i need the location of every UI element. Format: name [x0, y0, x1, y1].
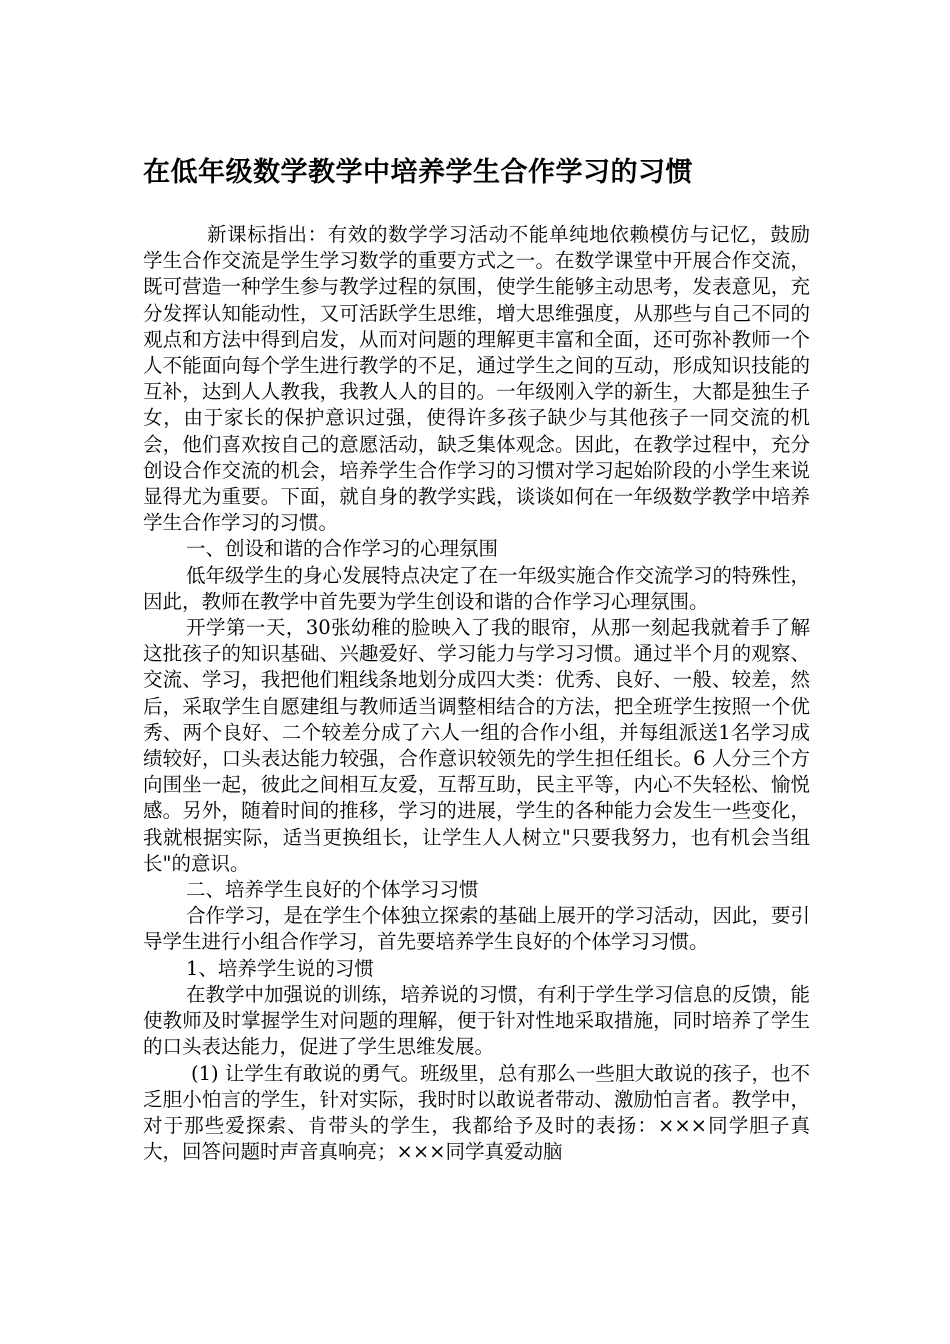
subsection-1-item-1: (1) 让学生有敢说的勇气。班级里，总有那么一些胆大敢说的孩子，也不乏胆小怕言的学生，针对实际，我时时以敢说者带动、激励怕言者。教学中，对于那些爱探索、肯带头的学生，我都给予及时的表扬：×××同学胆子真大，回答问题时声音真响亮；×××同学真爱动脑 — [143, 1061, 810, 1164]
intro-paragraph: 新课标指出：有效的数学学习活动不能单纯地依赖模仿与记忆，鼓励学生合作交流是学生学习数学的重要方式之一。在数学课堂中开展合作交流，既可营造一种学生参与教学过程的氛围，使学生能够主动思考，发表意见，充分发挥认知能动性，又可活跃学生思维，增大思维强度，从那些与自己不同的观点和方法中得到启发，从而对问题的理解更丰富和全面，还可弥补教师一个人不能面向每个学生进行教学的不足，通过学生之间的互动，形成知识技能的互补，达到人人教我，我教人人的目的。一年级刚入学的新生，大都是独生子女，由于家长的保护意识过强，使得许多孩子缺少与其他孩子一同交流的机会，他们喜欢按自己的意愿活动，缺乏集体观念。因此，在教学过程中，充分创设合作交流的机会，培养学生合作学习的习惯对学习起始阶段的小学生来说显得尤为重要。下面，就自身的教学实践，谈谈如何在一年级数学教学中培养学生合作学习的习惯。 — [143, 223, 810, 535]
document-title: 在低年级数学教学中培养学生合作学习的习惯 — [143, 157, 693, 188]
subsection-heading-1: 1、培养学生说的习惯 — [186, 956, 374, 980]
section-2-paragraph-1: 合作学习，是在学生个体独立探索的基础上展开的学习活动，因此，要引导学生进行小组合作学习，首先要培养学生良好的个体学习习惯。 — [143, 904, 811, 954]
section-1-paragraph-1: 低年级学生的身心发展特点决定了在一年级实施合作交流学习的特殊性，因此，教师在教学中首先要为学生创设和谐的合作学习心理氛围。 — [143, 563, 811, 613]
section-heading-2: 二、培养学生良好的个体学习习惯 — [186, 878, 479, 902]
section-heading-1: 一、创设和谐的合作学习的心理氛围 — [186, 537, 499, 561]
document-body — [143, 222, 810, 1165]
section-1-paragraph-2: 开学第一天，30张幼稚的脸映入了我的眼帘，从那一刻起我就着手了解这批孩子的知识基础、兴趣爱好、学习能力与学习习惯。通过半个月的观察、交流、学习，我把他们粗线条地划分成四大类：优秀、良好、一般、较差，然后，采取学生自愿建组与教师适当调整相结合的方法，把全班学生按照一个优秀、两个良好、二个较差分成了六人一组的合作小组，并每组派送1名学习成绩较好，口头表达能力较强，合作意识较领先的学生担任组长。6 人分三个方向围坐一起，彼此之间相互友爱，互帮互助，民主平等，内心不失轻松、愉悦感。另外，随着时间的推移，学习的进展，学生的各种能力会发生一些变化，我就根据实际，适当更换组长，让学生人人树立"只要我努力，也有机会当组长"的意识。 — [143, 616, 810, 875]
subsection-1-paragraph-1: 在教学中加强说的训练，培养说的习惯，有利于学生学习信息的反馈，能使教师及时掌握学生对问题的理解，便于针对性地采取措施，同时培养了学生的口头表达能力，促进了学生思维发展。 — [143, 982, 811, 1059]
